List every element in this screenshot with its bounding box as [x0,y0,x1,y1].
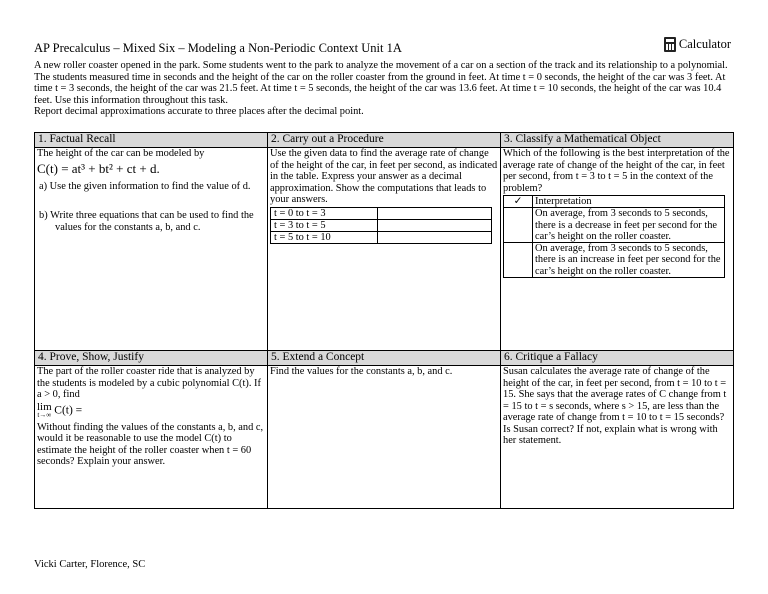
intro-paragraph: A new roller coaster opened in the park. Some students went to the park to analyze the movement of a car on a section of the track and its relationship to a polynomial. The students measured time in seconds and the height of the car on the roller coaster from the ground in feet. At time t = 0 seconds, the height of the car was 3 feet. At time t = 3 seconds, the height of the car was 21.5 feet. At time t = 5 seconds, the height of the car was 13.6 feet. At time t = 10 seconds, the height of the car was 10.4 feet. Use this information throughout this task. [34,60,728,106]
task-grid [34,132,734,509]
cell-2-body [268,148,501,351]
table-row [271,207,492,219]
cell-6-body [501,366,734,509]
answer-cell[interactable] [378,219,492,231]
header [34,37,732,56]
cell-1-body [35,148,268,351]
interval-label: t = 0 to t = 3 [271,207,378,219]
table-row [504,196,725,208]
question-1a: a) Use the given information to find the value of d. [39,180,251,192]
limit-expression [37,400,265,419]
cell-3-body [501,148,734,351]
interpretation-header: Interpretation [533,196,725,208]
table-row [271,231,492,243]
question-1b: b) Write three equations that can be used to find the values for the constants a, b, and c. [39,210,254,233]
interval-label: t = 5 to t = 10 [271,231,378,243]
cell-2-text: Use the given data to find the average rate of change of the height of the car, in feet per second, as indicated in the table. Express your answer as a decimal approximation. Show the computations that leads to your answers. [270,148,498,205]
cell-5-text: Find the values for the constants a, b, and c. [270,366,453,377]
intro [34,60,734,118]
cell-6-text: Susan calculates the average rate of change of the height of the car, in feet per second, from t = 10 to t = 15. She says that the average rates of C change from t = 15 to t = s seconds, where s > 15, are less than the average rate of change from t = 10 to t = 15 seconds? Is Susan correct? If not, explain what is wrong with her statement. [503,366,727,446]
page-title: AP Precalculus – Mixed Six – Modeling a Non-Periodic Context Unit 1A [34,41,402,55]
limit-subscript: t→∞ [37,410,52,419]
answer-cell[interactable] [378,207,492,219]
cell-4-body [35,366,268,509]
author-credit: Vicki Carter, Florence, SC [34,559,146,570]
limit-word: lim [37,400,52,413]
cell-3-text: Which of the following is the best interpretation of the average rate of change of the height of the car, in feet per second, from t = 3 to t = 5 in the context of the problem? [503,148,730,194]
cell-4-text-2: Without finding the values of the constants a, b, and c, would it be reasonable to use the model C(t) to estimate the height of the roller coaster when t = 60 seconds? Explain your answer. [37,421,264,467]
calculator-indicator [664,37,731,52]
cell-5-heading: 5. Extend a Concept [268,351,501,366]
table-row [504,208,725,243]
cell-3-heading: 3. Classify a Mathematical Object [501,133,734,148]
limit-operator [37,400,52,419]
cell-5-body [268,366,501,509]
choice-1-text: On average, from 3 seconds to 5 seconds, there is a decrease in feet per second for the car’s height on the roller coaster. [533,208,725,243]
cell-2-heading: 2. Carry out a Procedure [268,133,501,148]
cell-6-heading: 6. Critique a Fallacy [501,351,734,366]
rate-table [270,207,492,244]
table-row [504,243,725,278]
cell-4-heading: 4. Prove, Show, Justify [35,351,268,366]
calculator-icon [664,37,676,52]
check-header: ✓ [504,196,533,208]
choice-1-checkbox[interactable] [504,208,533,243]
cubic-equation: C(t) = at³ + bt² + ct + d. [37,160,160,176]
intro-note: Report decimal approximations accurate to three places after the decimal point. [34,106,364,118]
limit-function: C(t) = [54,403,83,416]
table-row [271,219,492,231]
choice-2-text: On average, from 3 seconds to 5 seconds, there is an increase in feet per second for the car’s height on the roller coaster. [533,243,725,278]
calculator-label: Calculator [678,37,731,51]
interpretation-table [503,195,725,278]
interval-label: t = 3 to t = 5 [271,219,378,231]
cell-1-heading: 1. Factual Recall [35,133,268,148]
cell-1-text: The height of the car can be modeled by [37,148,205,159]
answer-cell[interactable] [378,231,492,243]
choice-2-checkbox[interactable] [504,243,533,278]
cell-4-text-1: The part of the roller coaster ride that is analyzed by the students is modeled by a cubic polynomial C(t). If a > 0, find [37,366,261,400]
